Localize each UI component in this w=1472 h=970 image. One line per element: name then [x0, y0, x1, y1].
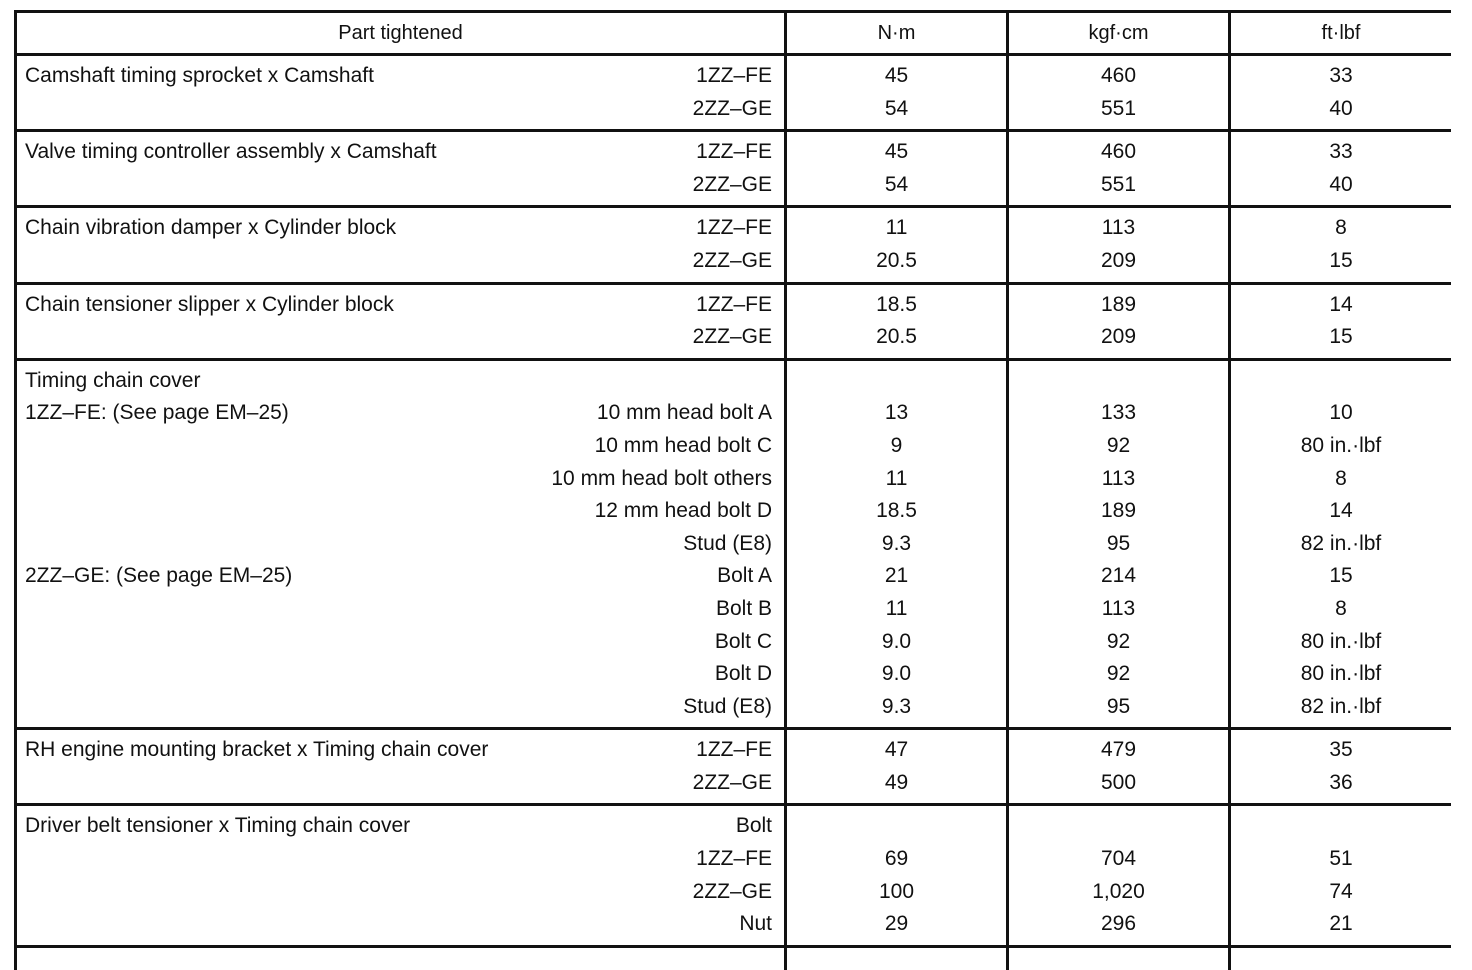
cell-line: [787, 136, 1006, 169]
table-row: [16, 207, 1452, 283]
part-spec: Bolt A: [717, 564, 772, 588]
cell-line: [17, 430, 784, 463]
nm-cell: [786, 131, 1008, 207]
cell-line: [787, 626, 1006, 659]
part-spec: 2ZZ–GE: [692, 248, 772, 272]
torque-spec-table-frame: [14, 10, 1451, 970]
value-kgf: 113: [1101, 466, 1136, 490]
part-spec: 1ZZ–FE: [696, 64, 772, 87]
value-ft: 33: [1329, 64, 1353, 87]
value-nm: 54: [884, 172, 909, 196]
value-nm: 20.5: [876, 248, 917, 272]
value-nm: 45: [884, 64, 909, 87]
value-nm: 11: [885, 216, 908, 240]
cell-line: [1231, 810, 1451, 843]
value-kgf: 500: [1100, 770, 1137, 794]
part-spec: Stud (E8): [683, 531, 772, 555]
cell-line: [1009, 767, 1228, 800]
kgf-cell: [1008, 359, 1230, 729]
cell-line: [17, 908, 784, 941]
cell-line: [787, 463, 1006, 496]
value-ft: 14: [1329, 499, 1353, 523]
part-spec: 1ZZ–FE: [696, 738, 772, 762]
cell-line: [1231, 60, 1451, 93]
value-nm: 9.3: [881, 694, 912, 718]
value-nm: 45: [884, 140, 909, 164]
value-ft: 10: [1329, 401, 1353, 425]
value-kgf: 113: [1101, 596, 1136, 620]
cell-line: [17, 767, 784, 800]
table-row: [16, 946, 1452, 970]
torque-spec-table: [14, 10, 1451, 970]
cell-line: [787, 430, 1006, 463]
cell-line: [1231, 169, 1451, 202]
cell-line: [1231, 245, 1451, 278]
table-row: [16, 131, 1452, 207]
cell-line: [787, 495, 1006, 528]
part-name: Chain vibration damper x Cylinder block: [25, 216, 397, 240]
value-nm: 9.0: [881, 629, 912, 653]
part-name: Camshaft timing sprocket x Camshaft: [25, 64, 374, 87]
value-ft: 8: [1335, 216, 1347, 240]
value-ft: 51: [1329, 847, 1353, 871]
value-ft: 82 in.·lbf: [1300, 694, 1382, 718]
part-name: Driver belt tensioner x Timing chain cover: [25, 814, 411, 838]
cell-line: [787, 560, 1006, 593]
spec-group: [16, 131, 1452, 207]
value-kgf: 95: [1106, 531, 1131, 555]
ft-cell: [1230, 55, 1452, 131]
cell-line: [787, 169, 1006, 202]
part-spec: 2ZZ–GE: [692, 770, 772, 794]
spec-group: [16, 283, 1452, 359]
cell-line: [1231, 843, 1451, 876]
continued-row: [16, 946, 1452, 970]
cell-line: [1231, 365, 1451, 398]
value-kgf: 92: [1106, 629, 1131, 653]
value-ft: 40: [1329, 96, 1353, 120]
part-spec: Stud (E8): [683, 694, 772, 718]
nm-cell: [786, 359, 1008, 729]
part-spec: 1ZZ–FE: [696, 847, 772, 871]
cell-line: [1231, 397, 1451, 430]
value-kgf: 1,020: [1092, 879, 1145, 903]
cell-line: [1231, 463, 1451, 496]
value-nm: 49: [884, 770, 909, 794]
value-ft: 40: [1329, 172, 1353, 196]
cell-line: [17, 365, 784, 398]
cell-line: [1231, 734, 1451, 767]
spec-group: [16, 729, 1452, 805]
cell-line: [1009, 93, 1228, 126]
cell-line: [1231, 528, 1451, 561]
value-ft: 8: [1335, 466, 1347, 490]
part-cell: [16, 131, 786, 207]
ft-cell: [1230, 207, 1452, 283]
value-ft: 80 in.·lbf: [1300, 629, 1382, 653]
value-nm: 20.5: [876, 325, 917, 349]
cell-line: [1231, 908, 1451, 941]
ft-cell: [1230, 805, 1452, 946]
cell-line: [787, 245, 1006, 278]
cell-line: [1009, 528, 1228, 561]
part-cell: [16, 207, 786, 283]
part-spec: Bolt: [735, 814, 772, 838]
cell-line: [1231, 289, 1451, 322]
cell-line: [1009, 843, 1228, 876]
header-part-tightened: Part tightened: [16, 12, 786, 55]
cell-line: [1009, 365, 1228, 398]
cell-line: [1009, 658, 1228, 691]
value-ft: 80 in.·lbf: [1300, 662, 1382, 686]
part-spec: 2ZZ–GE: [692, 96, 772, 120]
value-nm: 29: [884, 912, 909, 936]
cell-line: [1009, 495, 1228, 528]
cell-line: [17, 93, 784, 126]
cell-line: [1009, 810, 1228, 843]
value-kgf: 92: [1106, 433, 1131, 457]
value-kgf: 460: [1100, 140, 1137, 164]
cell-line: [1009, 626, 1228, 659]
value-ft: 33: [1329, 140, 1353, 164]
cell-line: [787, 658, 1006, 691]
cell-line: [1231, 876, 1451, 909]
cell-line: [17, 60, 784, 93]
cell-line: [787, 289, 1006, 322]
value-nm: 18.5: [876, 499, 917, 523]
value-kgf: 551: [1100, 96, 1137, 120]
cell-line: [17, 876, 784, 909]
cell-line: [1009, 169, 1228, 202]
cell-line: [787, 593, 1006, 626]
value-ft: 15: [1329, 564, 1353, 588]
cell-line: [1009, 691, 1228, 724]
part-spec: 2ZZ–GE: [692, 172, 772, 196]
nm-cell: [786, 729, 1008, 805]
kgf-cell: [1008, 131, 1230, 207]
cell-line: [17, 528, 784, 561]
cell-line: [1231, 626, 1451, 659]
value-ft: 21: [1329, 912, 1353, 936]
cell-line: [787, 397, 1006, 430]
cell-line: [17, 169, 784, 202]
value-ft: 15: [1329, 325, 1353, 349]
cell-line: [17, 321, 784, 354]
value-nm: 21: [884, 564, 909, 588]
value-kgf: 296: [1100, 912, 1137, 936]
cell-line: [1231, 658, 1451, 691]
spec-group: [16, 207, 1452, 283]
header-row: [16, 12, 1452, 55]
part-name: Chain tensioner slipper x Cylinder block: [25, 292, 394, 316]
cell-line: [787, 528, 1006, 561]
cell-line: [17, 245, 784, 278]
value-nm: 18.5: [876, 292, 917, 316]
kgf-cell: [1008, 729, 1230, 805]
value-ft: 82 in.·lbf: [1300, 531, 1382, 555]
kgf-cell: [1008, 805, 1230, 946]
sub-label: 2ZZ–GE: (See page EM–25): [25, 564, 293, 588]
empty-cell: [786, 946, 1008, 970]
table-row: [16, 359, 1452, 729]
value-nm: 47: [884, 738, 909, 762]
part-spec: 12 mm head bolt D: [594, 499, 772, 523]
cell-line: [787, 734, 1006, 767]
cell-line: [1231, 767, 1451, 800]
header-kgf-cm: kgf·cm: [1008, 12, 1230, 55]
part-name: Valve timing controller assembly x Camshaft: [25, 140, 437, 164]
cell-line: [17, 136, 784, 169]
cell-line: [1009, 212, 1228, 245]
part-name: RH engine mounting bracket x Timing chain cover: [25, 738, 489, 762]
cell-line: [1231, 93, 1451, 126]
cell-line: [17, 626, 784, 659]
part-spec: 10 mm head bolt others: [551, 466, 772, 490]
header-nm: N·m: [786, 12, 1008, 55]
cell-line: [787, 93, 1006, 126]
cell-line: [787, 321, 1006, 354]
cell-line: [1009, 60, 1228, 93]
value-nm: 100: [878, 879, 915, 903]
cell-line: [17, 593, 784, 626]
value-kgf: 209: [1100, 248, 1137, 272]
cell-line: [787, 365, 1006, 398]
cell-line: [17, 810, 784, 843]
value-ft: 15: [1329, 248, 1353, 272]
part-spec: 2ZZ–GE: [692, 325, 772, 349]
table-row: [16, 283, 1452, 359]
ft-cell: [1230, 283, 1452, 359]
value-nm: 11: [885, 596, 908, 620]
value-kgf: 92: [1106, 662, 1131, 686]
part-name: Timing chain cover: [25, 368, 201, 392]
part-spec: Nut: [739, 912, 772, 936]
value-ft: 80 in.·lbf: [1300, 433, 1382, 457]
part-cell: [16, 283, 786, 359]
cell-line: [787, 691, 1006, 724]
part-cell: [16, 805, 786, 946]
value-nm: 9.3: [881, 531, 912, 555]
cell-line: [1009, 876, 1228, 909]
value-ft: 36: [1329, 770, 1353, 794]
cell-line: [17, 691, 784, 724]
value-kgf: 189: [1100, 499, 1137, 523]
value-kgf: 209: [1100, 325, 1137, 349]
value-ft: 8: [1335, 596, 1347, 620]
kgf-cell: [1008, 283, 1230, 359]
ft-cell: [1230, 131, 1452, 207]
spec-group: [16, 359, 1452, 729]
value-ft: 74: [1329, 879, 1353, 903]
cell-line: [17, 843, 784, 876]
value-kgf: 113: [1101, 216, 1136, 240]
cell-line: [787, 876, 1006, 909]
cell-line: [1231, 136, 1451, 169]
cell-line: [787, 767, 1006, 800]
value-nm: 9: [890, 433, 903, 457]
part-cell: [16, 729, 786, 805]
cell-line: [787, 908, 1006, 941]
table-row: [16, 805, 1452, 946]
spec-group: [16, 805, 1452, 946]
nm-cell: [786, 805, 1008, 946]
cell-line: [1009, 908, 1228, 941]
sub-label: 1ZZ–FE: (See page EM–25): [25, 401, 289, 425]
table-row: [16, 729, 1452, 805]
cell-line: [1231, 560, 1451, 593]
part-spec: 1ZZ–FE: [696, 140, 772, 164]
part-spec: 10 mm head bolt A: [596, 401, 772, 425]
empty-cell: [16, 946, 786, 970]
part-cell: [16, 55, 786, 131]
nm-cell: [786, 283, 1008, 359]
nm-cell: [786, 207, 1008, 283]
cell-line: [17, 658, 784, 691]
spec-group: [16, 55, 1452, 131]
cell-line: [17, 289, 784, 322]
part-cell: [16, 359, 786, 729]
part-spec: 2ZZ–GE: [692, 879, 772, 903]
value-nm: 54: [884, 96, 909, 120]
cell-line: [1231, 593, 1451, 626]
empty-cell: [1008, 946, 1230, 970]
value-kgf: 214: [1100, 564, 1137, 588]
value-kgf: 460: [1100, 64, 1137, 87]
part-spec: Bolt C: [714, 629, 772, 653]
cell-line: [1231, 430, 1451, 463]
cell-line: [1009, 397, 1228, 430]
empty-cell: [1230, 946, 1452, 970]
cell-line: [1009, 289, 1228, 322]
cell-line: [1009, 245, 1228, 278]
cell-line: [1009, 321, 1228, 354]
cell-line: [787, 810, 1006, 843]
cell-line: [17, 212, 784, 245]
cell-line: [17, 397, 784, 430]
cell-line: [787, 212, 1006, 245]
cell-line: [1231, 212, 1451, 245]
value-kgf: 479: [1100, 738, 1137, 762]
part-spec: Bolt B: [715, 596, 772, 620]
kgf-cell: [1008, 55, 1230, 131]
value-kgf: 95: [1106, 694, 1131, 718]
kgf-cell: [1008, 207, 1230, 283]
ft-cell: [1230, 729, 1452, 805]
part-spec: 1ZZ–FE: [696, 292, 772, 316]
cell-line: [1231, 495, 1451, 528]
value-kgf: 133: [1100, 401, 1137, 425]
part-spec: 1ZZ–FE: [696, 216, 772, 240]
nm-cell: [786, 55, 1008, 131]
table-header: [16, 12, 1452, 55]
table-row: [16, 55, 1452, 131]
cell-line: [1231, 691, 1451, 724]
value-nm: 13: [884, 401, 909, 425]
part-spec: Bolt D: [714, 662, 772, 686]
cell-line: [1009, 136, 1228, 169]
value-kgf: 189: [1100, 292, 1137, 316]
cell-line: [787, 60, 1006, 93]
cell-line: [17, 734, 784, 767]
cell-line: [787, 843, 1006, 876]
cell-line: [17, 495, 784, 528]
cell-line: [1009, 463, 1228, 496]
cell-line: [1009, 734, 1228, 767]
part-spec: 10 mm head bolt C: [594, 433, 772, 457]
value-nm: 11: [885, 466, 908, 490]
cell-line: [17, 463, 784, 496]
value-nm: 9.0: [881, 662, 912, 686]
cell-line: [1009, 593, 1228, 626]
cell-line: [1231, 321, 1451, 354]
header-ft-lbf: ft·lbf: [1230, 12, 1452, 55]
value-ft: 14: [1329, 292, 1353, 316]
cell-line: [1009, 430, 1228, 463]
cell-line: [17, 560, 784, 593]
ft-cell: [1230, 359, 1452, 729]
value-kgf: 551: [1100, 172, 1137, 196]
value-ft: 35: [1329, 738, 1353, 762]
value-nm: 69: [884, 847, 909, 871]
value-kgf: 704: [1100, 847, 1137, 871]
cell-line: [1009, 560, 1228, 593]
